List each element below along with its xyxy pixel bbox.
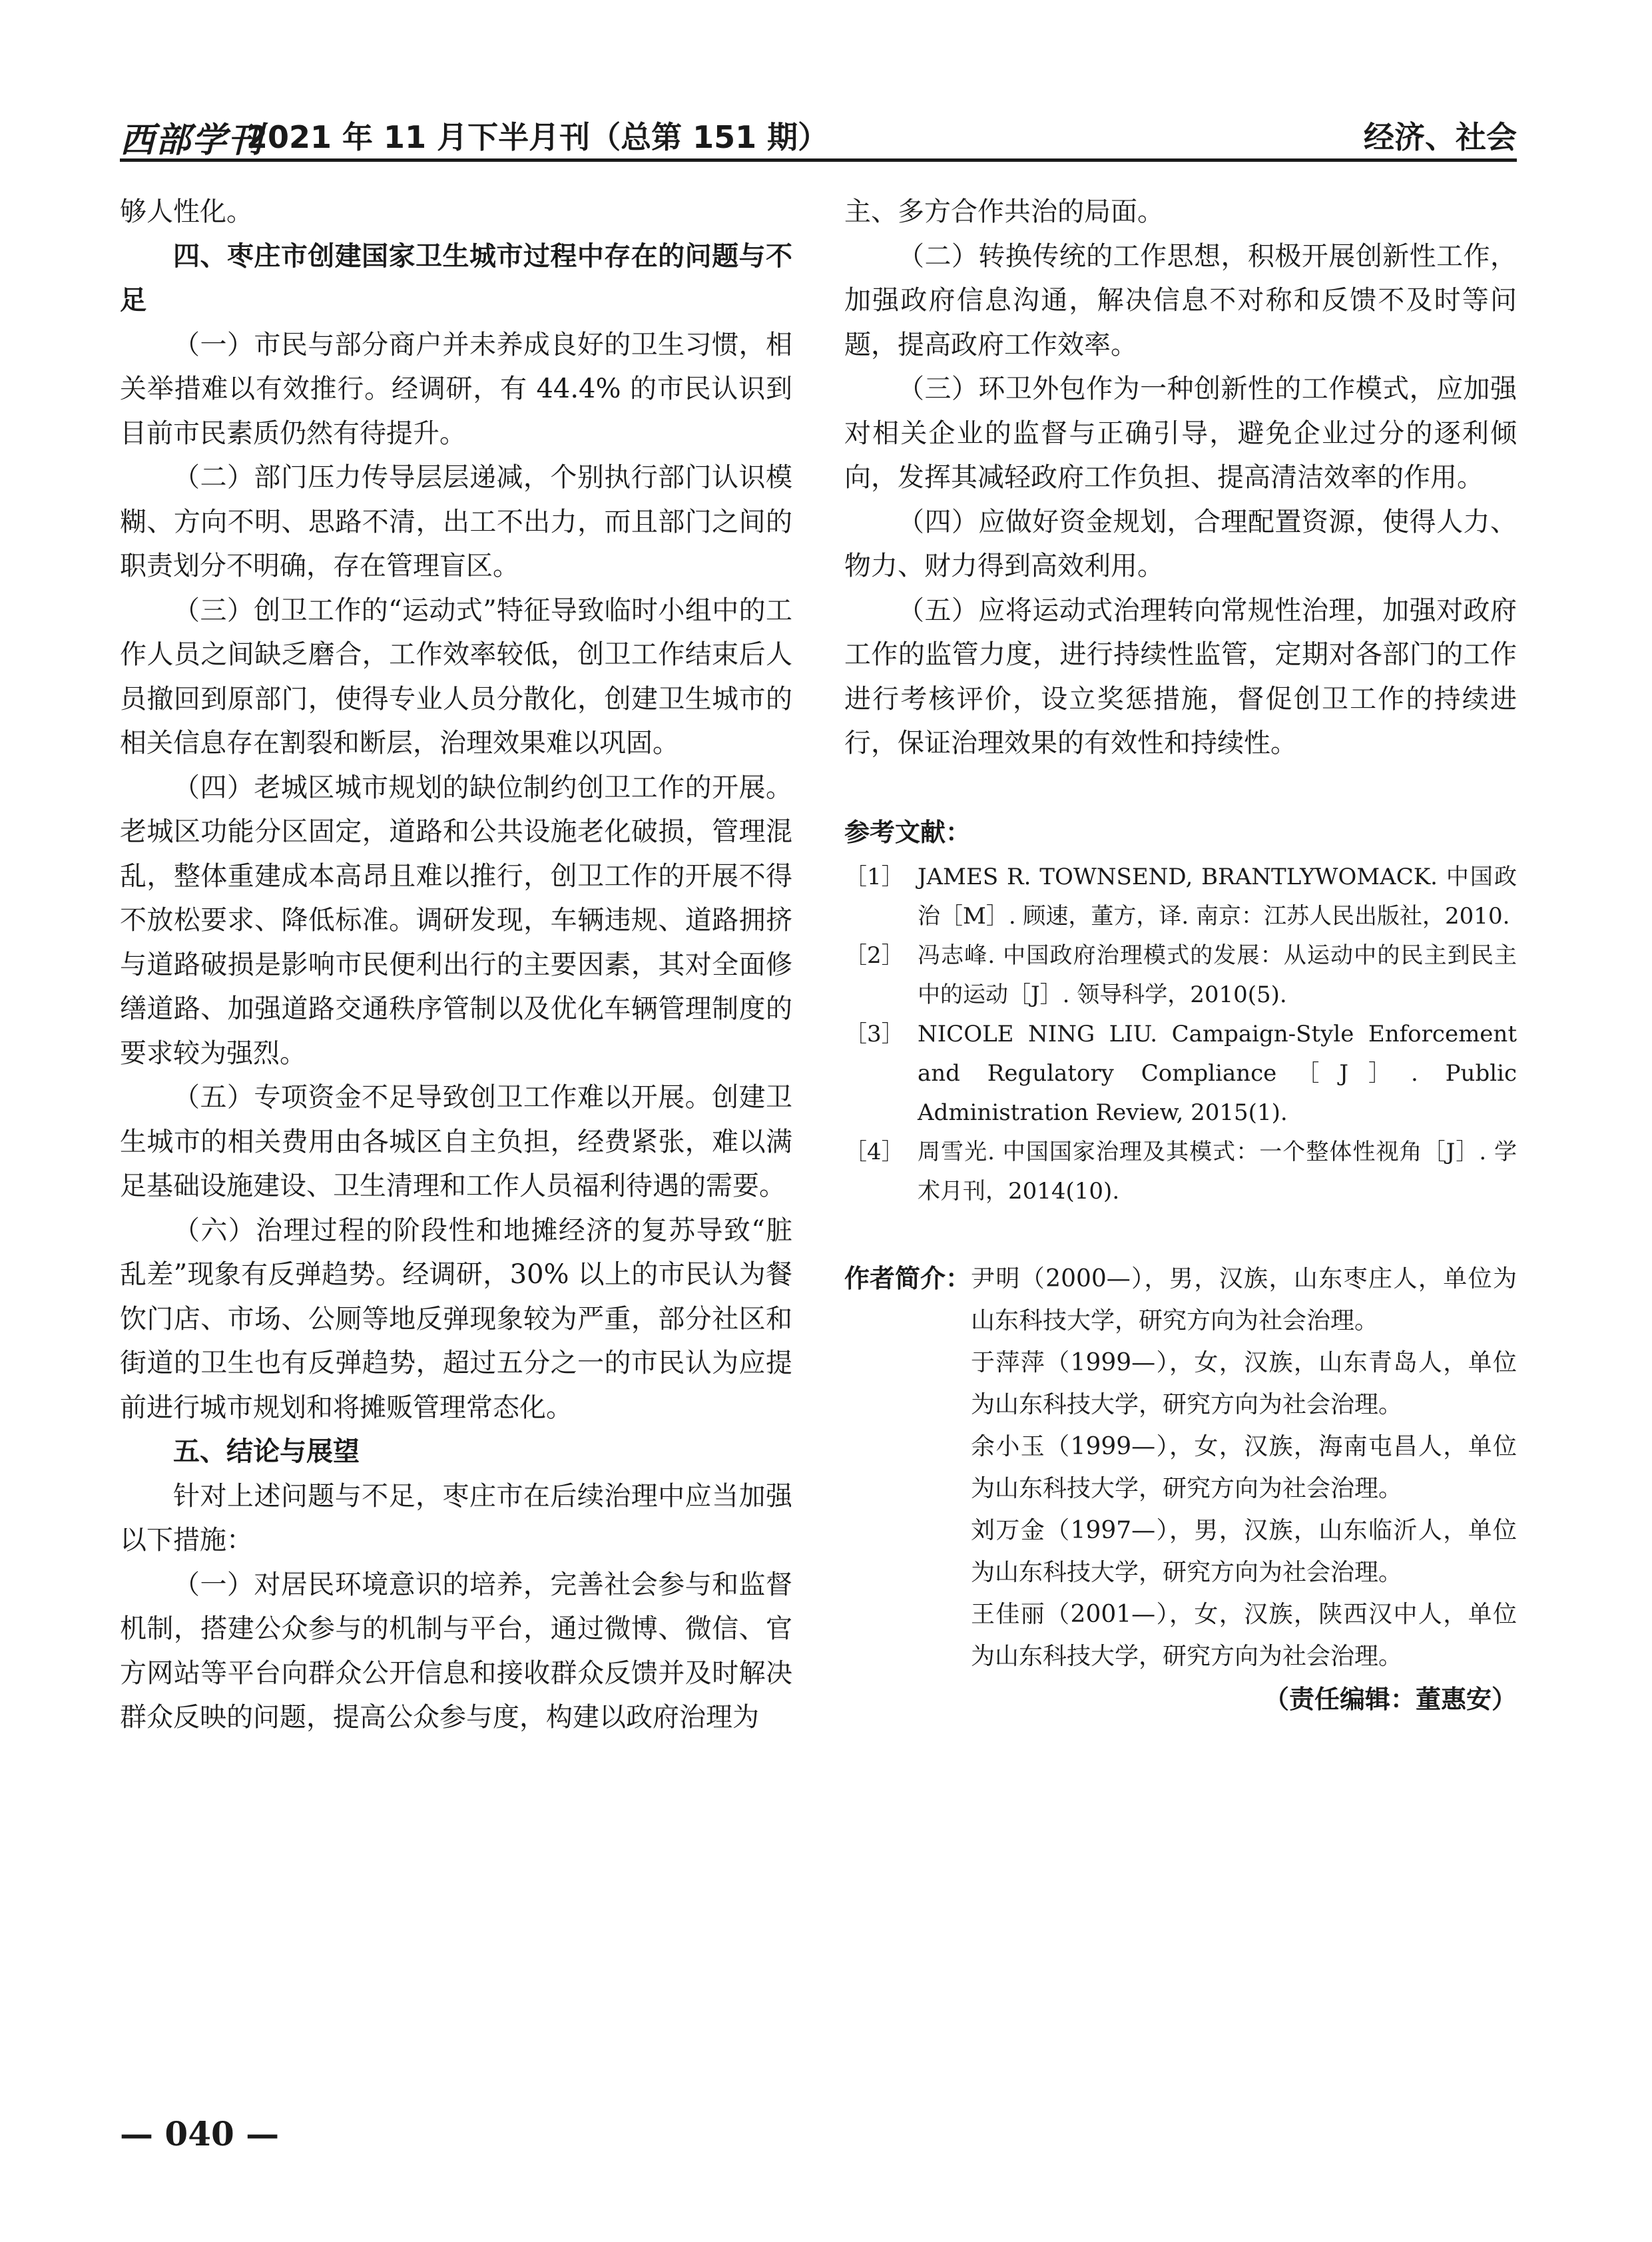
body-paragraph: （五）专项资金不足导致创卫工作难以开展。创建卫生城市的相关费用由各城区自主负担，经费紧张，难以满足基础设施建设、卫生清理和工作人员福利待遇的需要。	[120, 1082, 792, 1201]
page-number: — 040 —	[120, 2114, 280, 2153]
author-list	[844, 1258, 1517, 1677]
body-paragraph: （四）应做好资金规划，合理配置资源，使得人力、物力、财力得到高效利用。	[844, 506, 1517, 581]
journal-logo: 西部学刊	[120, 120, 264, 160]
issue-info: 2021 年 11 月下半月刊（总第 151 期）	[246, 119, 829, 155]
reference-item	[844, 858, 1517, 936]
reference-number: ［4］	[844, 1138, 904, 1165]
author-bio: 王佳丽（2001—），女，汉族，陕西汉中人，单位为山东科技大学，研究方向为社会治理。	[971, 1600, 1517, 1670]
continued-paragraph: 够人性化。	[120, 196, 253, 227]
body-paragraph: （三）创卫工作的“运动式”特征导致临时小组中的工作人员之间缺乏磨合，工作效率较低，创卫工作结束后人员撤回到原部门，使得专业人员分散化，创建卫生城市的相关信息存在割裂和断层，治理效果难以巩固。	[120, 595, 792, 758]
reference-item	[844, 1133, 1517, 1211]
right-column-body	[844, 190, 1517, 766]
body-paragraph: （二）转换传统的工作思想，积极开展创新性工作，加强政府信息沟通，解决信息不对称和反馈不及时等问题，提高政府工作效率。	[844, 240, 1517, 360]
reference-text: 周雪光. 中国国家治理及其模式：一个整体性视角［J］. 学术月刊，2014(10).	[918, 1138, 1517, 1205]
body-paragraph: （二）部门压力传导层层递减，个别执行部门认识模糊、方向不明、思路不清，出工不出力，而且部门之间的职责划分不明确，存在管理盲区。	[120, 462, 792, 581]
author-bio: 刘万金（1997—），男，汉族，山东临沂人，单位为山东科技大学，研究方向为社会治理。	[971, 1516, 1517, 1586]
reference-item	[844, 1015, 1517, 1133]
left-column	[120, 190, 792, 1740]
section-heading: 四、枣庄市创建国家卫生城市过程中存在的问题与不足	[120, 240, 792, 316]
reference-number: ［3］	[844, 1020, 904, 1047]
body-paragraph: （三）环卫外包作为一种创新性的工作模式，应加强对相关企业的监督与正确引导，避免企业过分的逐利倾向，发挥其减轻政府工作负担、提高清洁效率的作用。	[844, 374, 1517, 493]
right-column	[844, 190, 1517, 1721]
author-bios-label: 作者简介：	[844, 1263, 971, 1293]
reference-number: ［2］	[844, 942, 904, 969]
body-paragraph: （四）老城区城市规划的缺位制约创卫工作的开展。老城区功能分区固定，道路和公共设施老化破损，管理混乱，整体重建成本高昂且难以推行，创卫工作的开展不得不放松要求、降低标准。调研发现，车辆违规、道路拥挤与道路破损是影响市民便利出行的主要因素，其对全面修缮道路、加强道路交通秩序管制以及优化车辆管理制度的要求较为强烈。	[120, 772, 792, 1069]
continued-paragraph: 主、多方合作共治的局面。	[844, 196, 1164, 227]
author-bios	[844, 1258, 1517, 1677]
author-bio: 于萍萍（1999—），女，汉族，山东青岛人，单位为山东科技大学，研究方向为社会治理。	[971, 1348, 1517, 1418]
header-rule	[120, 158, 1517, 162]
section-heading: 五、结论与展望	[173, 1436, 360, 1467]
responsible-editor: （责任编辑：董惠安）	[1263, 1684, 1517, 1714]
body-paragraph: （五）应将运动式治理转向常规性治理，加强对政府工作的监管力度，进行持续性监管，定期对各部门的工作进行考核评价，设立奖惩措施，督促创卫工作的持续进行，保证治理效果的有效性和持续性。	[844, 595, 1517, 758]
reference-text: JAMES R. TOWNSEND, BRANTLYWOMACK. 中国政治［M］. 顾速，董方，译. 南京：江苏人民出版社，2010.	[918, 863, 1517, 930]
body-paragraph: （一）对居民环境意识的培养，完善社会参与和监督机制，搭建公众参与的机制与平台，通过微博、微信、官方网站等平台向群众公开信息和接收群众反馈并及时解决群众反映的问题，提高公众参与度，构建以政府治理为	[120, 1569, 792, 1733]
reference-text: NICOLE NING LIU. Campaign-Style Enforcement and Regulatory Compliance［J］. Public Administration Review, 2015(1).	[918, 1020, 1517, 1126]
author-bio: 尹明（2000—），男，汉族，山东枣庄人，单位为山东科技大学，研究方向为社会治理。	[971, 1264, 1517, 1334]
references-list	[844, 858, 1517, 1211]
reference-number: ［1］	[844, 863, 904, 890]
reference-text: 冯志峰. 中国政府治理模式的发展：从运动中的民主到民主中的运动［J］. 领导科学，2010(5).	[918, 942, 1517, 1008]
author-bio: 余小玉（1999—），女，汉族，海南屯昌人，单位为山东科技大学，研究方向为社会治理。	[971, 1432, 1517, 1502]
body-paragraph: （六）治理过程的阶段性和地摊经济的复苏导致“脏乱差”现象有反弹趋势。经调研，30% 以上的市民认为餐饮门店、市场、公厕等地反弹现象较为严重，部分社区和街道的卫生也有反弹趋势，超过五分之一的市民认为应提前进行城市规划和将摊贩管理常态化。	[120, 1215, 792, 1423]
reference-item	[844, 936, 1517, 1015]
section-name: 经济、社会	[1364, 119, 1517, 155]
body-paragraph: （一）市民与部分商户并未养成良好的卫生习惯，相关举措难以有效推行。经调研，有 44.4% 的市民认识到目前市民素质仍然有待提升。	[120, 329, 792, 449]
body-paragraph: 针对上述问题与不足，枣庄市在后续治理中应当加强以下措施：	[120, 1480, 792, 1555]
page-header	[120, 107, 1517, 165]
references-title: 参考文献：	[844, 817, 971, 847]
